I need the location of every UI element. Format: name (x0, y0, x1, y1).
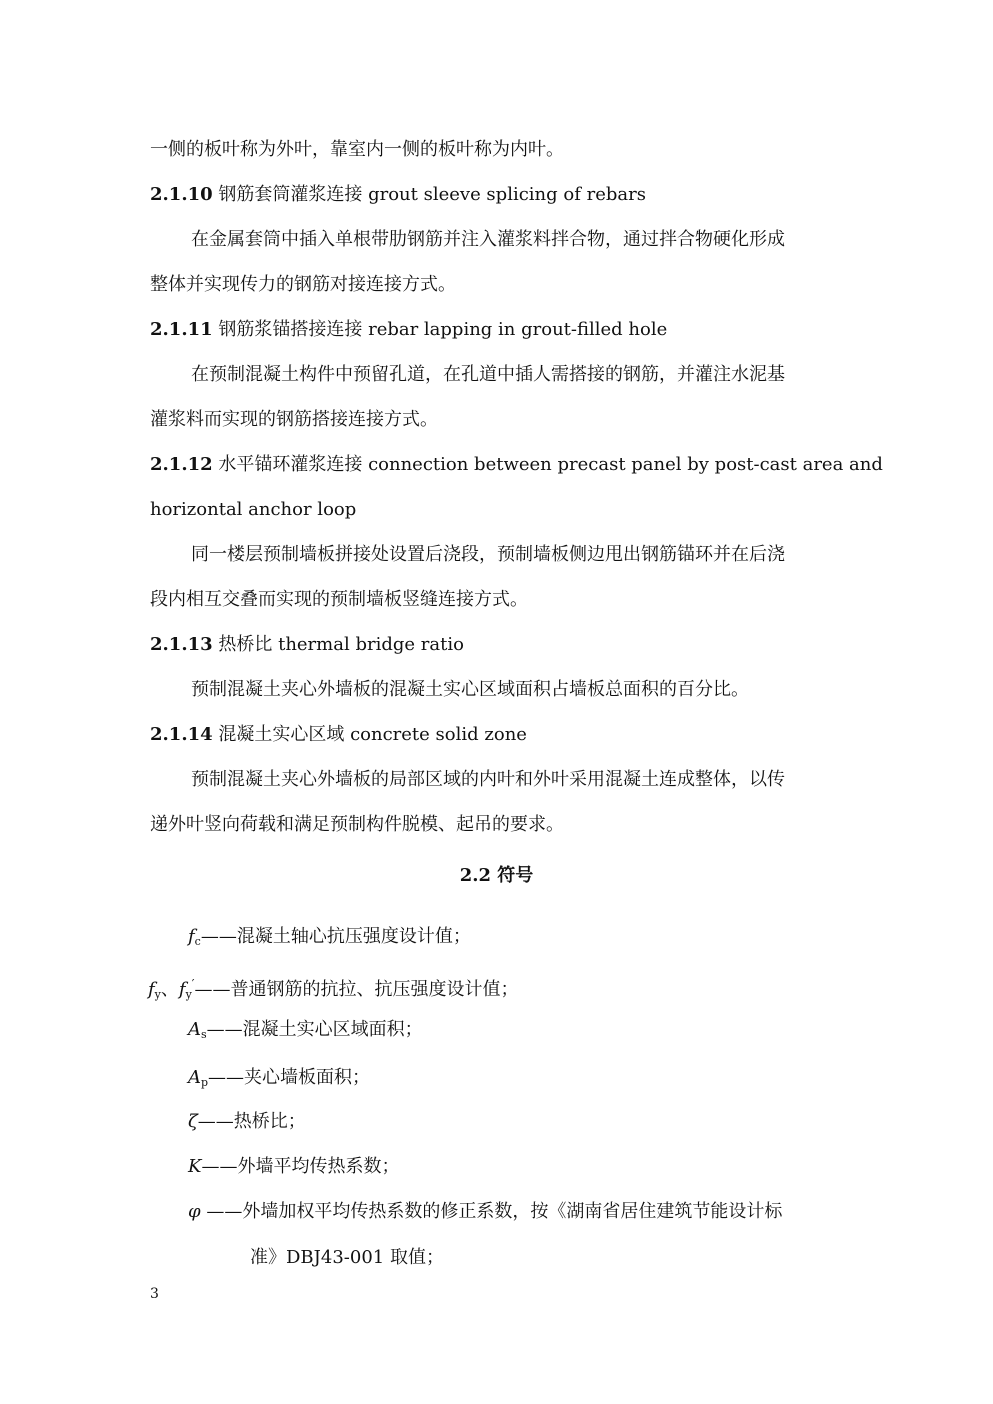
symbol-desc: ——夹心墙板面积； (208, 1067, 371, 1088)
symbol-desc: ——外墙平均传热系数； (201, 1156, 400, 1177)
clause-title: 钢筋浆锚搭接连接 rebar lapping in grout-filled hole (212, 319, 668, 340)
clause-2-1-14-heading (150, 723, 527, 747)
clause-2-1-10-text-2: 整体并实现传力的钢筋对接连接方式。 (150, 274, 456, 295)
symbol-subscript: y (185, 988, 192, 1001)
clause-2-1-13-text-1: 预制混凝土夹心外墙板的混凝土实心区域面积占墙板总面积的百分比。 (191, 679, 749, 700)
clause-2-1-12-heading (150, 453, 883, 477)
symbol-base: A (188, 1019, 201, 1040)
symbol-separator: 、 (160, 979, 179, 1000)
clause-2-1-14-text-1: 预制混凝土夹心外墙板的局部区域的内叶和外叶采用混凝土连成整体，以传 (191, 769, 785, 790)
symbol-zeta (188, 1110, 306, 1134)
clause-2-1-12-heading-cont: horizontal anchor loop (150, 499, 357, 520)
symbol-desc: ——外墙加权平均传热系数的修正系数，按《湖南省居住建筑节能设计标 (200, 1201, 783, 1222)
symbol-subscript: s (201, 1028, 207, 1041)
clause-2-1-11-text-2: 灌浆料而实现的钢筋搭接连接方式。 (150, 409, 438, 430)
symbol-desc: ——混凝土实心区域面积； (206, 1019, 423, 1040)
clause-number: 2.1.14 (150, 724, 213, 745)
symbol-ap (188, 1066, 370, 1095)
symbol-as (188, 1018, 423, 1047)
clause-2-1-11-heading (150, 318, 667, 342)
clause-number: 2.1.11 (150, 319, 213, 340)
symbol-phi-desc-cont: 准》DBJ43-001 取值； (250, 1247, 444, 1268)
clause-number: 2.1.13 (150, 634, 213, 655)
symbol-subscript: p (201, 1076, 209, 1089)
symbol-base: A (188, 1067, 201, 1088)
symbol-phi (188, 1200, 782, 1224)
symbol-base: f (148, 979, 155, 1000)
symbol-base: f (178, 979, 186, 1000)
symbol-fc (188, 925, 471, 954)
symbol-desc: ——普通钢筋的抗拉、抗压强度设计值； (194, 979, 519, 1000)
page-number: 3 (150, 1286, 159, 1302)
clause-2-1-10-heading (150, 183, 646, 207)
clause-2-1-10-text-1: 在金属套筒中插入单根带肋钢筋并注入灌浆料拌合物，通过拌合物硬化形成 (191, 229, 785, 250)
symbol-base: f (188, 926, 195, 947)
clause-2-1-14-text-2: 递外叶竖向荷载和满足预制构件脱模、起吊的要求。 (150, 814, 564, 835)
clause-2-1-11-text-1: 在预制混凝土构件中预留孔道，在孔道中插人需搭接的钢筋，并灌注水泥基 (191, 364, 785, 385)
clause-number: 2.1.12 (150, 454, 213, 475)
symbol-base: ζ (188, 1111, 198, 1132)
symbol-subscript: y (154, 988, 161, 1001)
symbol-desc: ——热桥比； (197, 1111, 306, 1132)
symbol-prime: ′ (191, 977, 195, 991)
clause-title: 钢筋套筒灌浆连接 grout sleeve splicing of rebars (212, 184, 646, 205)
clause-2-1-12-text-1: 同一楼层预制墙板拼接处设置后浇段，预制墙板侧边甩出钢筋锚环并在后浇 (191, 544, 785, 565)
symbol-fy (148, 972, 519, 1007)
paragraph-continuation: 一侧的板叶称为外叶，靠室内一侧的板叶称为内叶。 (150, 139, 564, 160)
clause-title: 水平锚环灌浆连接 connection between precast panel by post-cast area and (212, 454, 883, 475)
symbol-k (188, 1155, 399, 1179)
clause-2-1-12-text-2: 段内相互交叠而实现的预制墙板竖缝连接方式。 (150, 589, 528, 610)
clause-number: 2.1.10 (150, 184, 213, 205)
clause-title: 混凝土实心区域 concrete solid zone (212, 724, 527, 745)
symbol-desc: ——混凝土轴心抗压强度设计值； (200, 926, 471, 947)
clause-2-1-13-heading (150, 633, 464, 657)
symbol-base: φ (188, 1201, 201, 1222)
symbol-subscript: c (194, 935, 201, 948)
symbol-base: K (188, 1156, 202, 1177)
section-heading-symbols: 2.2 符号 (459, 865, 534, 886)
clause-title: 热桥比 thermal bridge ratio (212, 634, 464, 655)
